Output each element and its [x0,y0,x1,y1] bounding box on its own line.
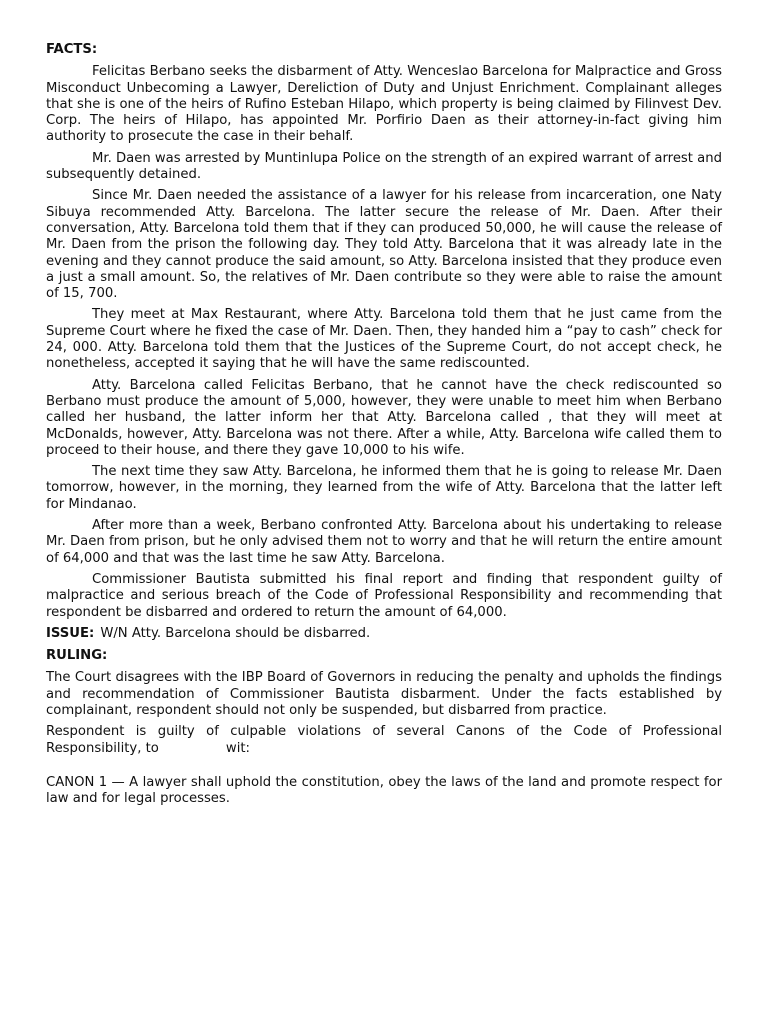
issue-text: W/N Atty. Barcelona should be disbarred. [100,625,371,641]
facts-paragraph-2: Mr. Daen was arrested by Muntinlupa Police on the strength of an expired warrant of arrest and subsequently detained. [46,150,722,183]
respondent-text: Respondent is guilty of culpable violations of several Canons of the Code of Professional Responsibility, [46,724,722,756]
facts-paragraph-3: Since Mr. Daen needed the assistance of a lawyer for his release from incarceration, one Naty Sibuya recommended Atty. Barcelona. The latter secure the release of Mr. Daen. After their conversation, Atty. Barcelona told them that if they can produced 50,000, he will cause the release of Mr. Daen from the prison the following day. They told Atty. Barcelona that it was already late in the evening and they cannot produce the said amount, so Atty. Barcelona insisted that they produce even a just a small amount. So, the relatives of Mr. Daen contribute so they were able to raise the amount of 15, 700. [46,188,722,302]
canon-1-paragraph: CANON 1 — A lawyer shall uphold the constitution, obey the laws of the land and promote respect for law and for legal processes. [46,774,722,807]
ruling-heading: RULING: [46,648,108,664]
facts-paragraph-6: The next time they saw Atty. Barcelona, he informed them that he is going to release Mr. Daen tomorrow, however, in the morning, they learned from the wife of Atty. Barcelona that the latter left for Mindanao. [46,464,722,512]
facts-heading: FACTS: [46,42,98,57]
ruling-paragraph: The Court disagrees with the IBP Board of Governors in reducing the penalty and upholds the findings and recommendation of Commissioner Bautista disbarment. Under the facts established by complainant, respondent should not only be suspended, but disbarred from practice. [46,670,722,718]
issue-line [46,626,722,642]
issue-label: ISSUE: [46,625,95,641]
facts-paragraph-7: After more than a week, Berbano confronted Atty. Barcelona about his undertaking to release Mr. Daen from prison, but he only advised them not to worry and that he will return the entire amount of 64,000 and that was the last time he saw Atty. Barcelona. [46,518,722,566]
respondent-paragraph [46,724,722,757]
facts-paragraph-4: They meet at Max Restaurant, where Atty. Barcelona told them that he just came from the Supreme Court where he fixed the case of Mr. Daen. Then, they handed him a “pay to cash” check for 24, 000. Atty. Barcelona told them that the Justices of the Supreme Court, do not accept check, he nonetheless, accepted it saying that he will have the same rediscounted. [46,307,722,372]
to-wit-text: to wit: [145,740,250,756]
facts-paragraph-8: Commissioner Bautista submitted his final report and finding that respondent guilty of malpractice and serious breach of the Code of Professional Responsibility and recommending that respondent be disbarred and ordered to return the amount of 64,000. [46,571,722,620]
facts-paragraph-1: Felicitas Berbano seeks the disbarment of Atty. Wenceslao Barcelona for Malpractice and Gross Misconduct Unbecoming a Lawyer, Dereliction of Duty and Unjust Enrichment. Complainant alleges that she is one of the heirs of Rufino Esteban Hilapo, which property is being claimed by Filinvest Dev. Corp. The heirs of Hilapo, has appointed Mr. Porfirio Daen as their attorney-in-fact giving him authority to prosecute the case in their behalf. [46,64,722,145]
facts-paragraph-5: Atty. Barcelona called Felicitas Berbano, that he cannot have the check rediscounted so Berbano must produce the amount of 5,000, however, they were unable to meet him when Berbano called her husband, the latter inform her that Atty. Barcelona called , that they will meet at McDonalds, however, Atty. Barcelona was not there. After a while, Atty. Barcelona wife called them to proceed to their house, and there they gave 10,000 to his wife. [46,377,722,458]
